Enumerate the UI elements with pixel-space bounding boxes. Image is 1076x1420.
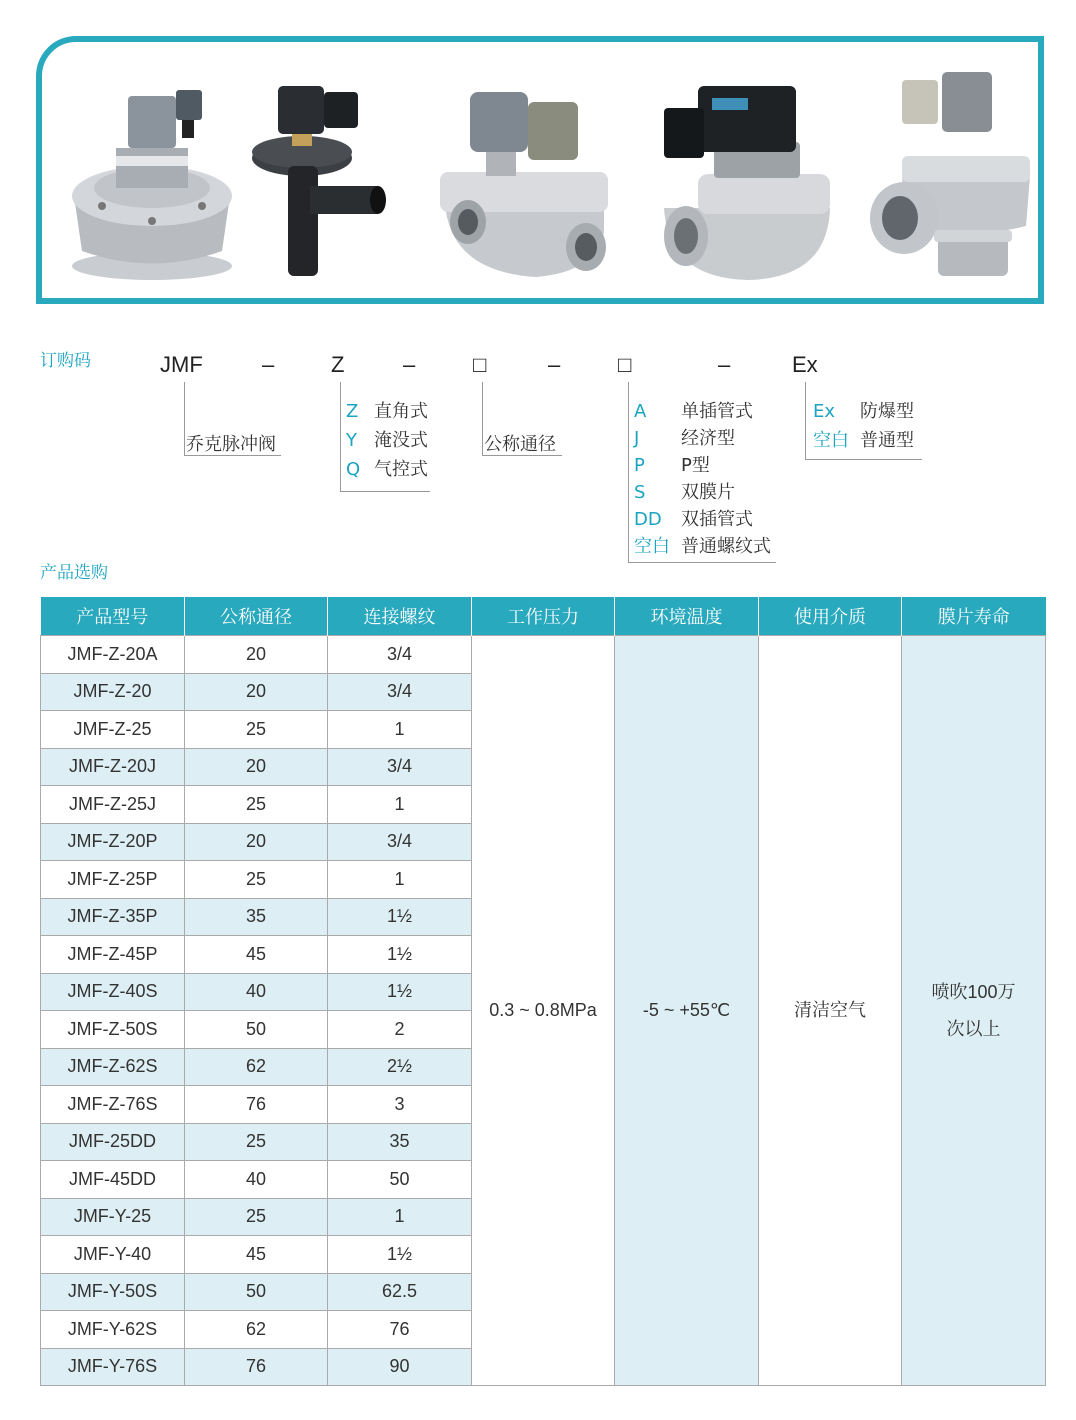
diameter-cell: 25	[185, 1123, 328, 1161]
option-label: 普通型	[860, 430, 914, 451]
valve-dd-type-icon	[862, 66, 1042, 286]
model-cell: JMF-Z-40S	[41, 973, 185, 1011]
model-cell: JMF-Y-50S	[41, 1273, 185, 1311]
header-thread: 连接螺纹	[328, 597, 472, 636]
code-separator: –	[548, 352, 561, 377]
thread-cell: 50	[328, 1161, 472, 1199]
model-cell: JMF-Z-76S	[41, 1086, 185, 1124]
model-cell: JMF-Y-62S	[41, 1311, 185, 1349]
thread-cell: 3/4	[328, 673, 472, 711]
option-code: 空白	[634, 536, 670, 557]
diameter-cell: 25	[185, 861, 328, 899]
thread-cell: 76	[328, 1311, 472, 1349]
model-cell: JMF-Y-76S	[41, 1348, 185, 1386]
diaphragm-life-line: 次以上	[946, 1018, 1001, 1039]
model-cell: JMF-Z-35P	[41, 898, 185, 936]
code-separator: –	[403, 352, 416, 377]
table-row	[41, 636, 1046, 674]
thread-cell: 1	[328, 861, 472, 899]
medium-cell: 清洁空气	[759, 636, 902, 1386]
option-label: 经济型	[681, 428, 735, 449]
thread-cell: 1½	[328, 936, 472, 974]
header-diameter: 公称通径	[185, 597, 328, 636]
diameter-label: 公称通径	[484, 434, 556, 455]
product-spec-table	[40, 597, 1046, 1386]
connection-option	[634, 506, 753, 533]
product-section-title: 产品选购	[40, 563, 108, 583]
type-option	[346, 398, 428, 425]
model-cell: JMF-Y-40	[41, 1236, 185, 1274]
diameter-cell: 76	[185, 1086, 328, 1124]
diameter-cell: 20	[185, 748, 328, 786]
option-label: 双插管式	[681, 509, 753, 530]
model-cell: JMF-25DD	[41, 1123, 185, 1161]
explosion-option	[813, 427, 914, 454]
code-separator: –	[262, 352, 275, 377]
code-part-diameter: □	[473, 352, 487, 377]
option-code: Y	[346, 430, 357, 451]
header-temperature: 环境温度	[615, 597, 759, 636]
explosion-option	[813, 398, 914, 425]
thread-cell: 62.5	[328, 1273, 472, 1311]
option-label: P型	[681, 455, 710, 476]
model-cell: JMF-Z-20J	[41, 748, 185, 786]
diameter-cell: 50	[185, 1011, 328, 1049]
thread-cell: 3/4	[328, 636, 472, 674]
option-code: S	[634, 482, 646, 503]
model-cell: JMF-Z-45P	[41, 936, 185, 974]
option-label: 普通螺纹式	[681, 536, 771, 557]
option-code: DD	[634, 509, 662, 530]
diameter-cell: 62	[185, 1048, 328, 1086]
code-part-explosion: Ex	[792, 352, 818, 377]
header-model: 产品型号	[41, 597, 185, 636]
model-cell: JMF-Z-25J	[41, 786, 185, 824]
code-separator: –	[718, 352, 731, 377]
model-cell: JMF-Z-20P	[41, 823, 185, 861]
order-code-title: 订购码	[40, 351, 91, 371]
option-label: 防爆型	[860, 401, 914, 422]
model-cell: JMF-Z-50S	[41, 1011, 185, 1049]
diameter-cell: 25	[185, 711, 328, 749]
diameter-cell: 20	[185, 636, 328, 674]
diameter-cell: 40	[185, 1161, 328, 1199]
model-cell: JMF-Z-20A	[41, 636, 185, 674]
header-diaphragm-life: 膜片寿命	[902, 597, 1046, 636]
diameter-cell: 20	[185, 823, 328, 861]
thread-cell: 2	[328, 1011, 472, 1049]
diameter-cell: 40	[185, 973, 328, 1011]
thread-cell: 3/4	[328, 748, 472, 786]
option-code: J	[634, 428, 640, 449]
connection-option	[634, 398, 753, 425]
diameter-cell: 62	[185, 1311, 328, 1349]
option-code: Z	[346, 401, 359, 422]
diameter-cell: 20	[185, 673, 328, 711]
connection-option	[634, 479, 735, 506]
code-part-jmf: JMF	[160, 352, 203, 377]
thread-cell: 1	[328, 711, 472, 749]
valve-submerged-icon	[240, 76, 390, 286]
option-code: P	[634, 455, 645, 476]
option-label: 单插管式	[681, 401, 753, 422]
header-pressure: 工作压力	[472, 597, 615, 636]
diameter-cell: 25	[185, 1198, 328, 1236]
type-option	[346, 427, 428, 454]
thread-cell: 35	[328, 1123, 472, 1161]
code-part-type: Z	[331, 352, 345, 377]
thread-cell: 1½	[328, 1236, 472, 1274]
valve-right-angle-icon	[62, 76, 242, 286]
option-code: Ex	[813, 401, 836, 422]
header-medium: 使用介质	[759, 597, 902, 636]
option-label: 直角式	[374, 401, 428, 422]
valve-s-type-icon	[658, 78, 838, 288]
model-cell: JMF-Y-25	[41, 1198, 185, 1236]
connection-option	[634, 533, 771, 560]
connection-option	[634, 452, 710, 479]
option-label: 气控式	[374, 459, 428, 480]
thread-cell: 2½	[328, 1048, 472, 1086]
thread-cell: 1	[328, 786, 472, 824]
connection-option	[634, 425, 735, 452]
pressure-cell: 0.3 ~ 0.8MPa	[472, 636, 615, 1386]
diameter-cell: 35	[185, 898, 328, 936]
thread-cell: 1½	[328, 973, 472, 1011]
diaphragm-life-cell	[902, 636, 1046, 1386]
diameter-cell: 76	[185, 1348, 328, 1386]
thread-cell: 1½	[328, 898, 472, 936]
option-label: 淹没式	[374, 430, 428, 451]
product-banner	[36, 36, 1044, 304]
model-cell: JMF-Z-20	[41, 673, 185, 711]
option-code: Q	[346, 459, 361, 480]
diameter-cell: 25	[185, 786, 328, 824]
option-code: 空白	[813, 430, 849, 451]
thread-cell: 3	[328, 1086, 472, 1124]
model-cell: JMF-45DD	[41, 1161, 185, 1199]
valve-p-type-icon	[436, 82, 616, 282]
diameter-cell: 45	[185, 936, 328, 974]
code-part-connection: □	[618, 352, 632, 377]
model-cell: JMF-Z-25P	[41, 861, 185, 899]
model-cell: JMF-Z-62S	[41, 1048, 185, 1086]
diaphragm-life-line: 喷吹100万	[931, 981, 1016, 1002]
diameter-cell: 45	[185, 1236, 328, 1274]
diameter-cell: 50	[185, 1273, 328, 1311]
model-cell: JMF-Z-25	[41, 711, 185, 749]
type-option	[346, 456, 428, 483]
thread-cell: 3/4	[328, 823, 472, 861]
table-header-row	[41, 597, 1046, 636]
option-label: 双膜片	[681, 482, 735, 503]
jmf-label: 乔克脉冲阀	[186, 434, 276, 455]
option-code: A	[634, 401, 647, 422]
thread-cell: 1	[328, 1198, 472, 1236]
temperature-cell: -5 ~ +55℃	[615, 636, 759, 1386]
thread-cell: 90	[328, 1348, 472, 1386]
